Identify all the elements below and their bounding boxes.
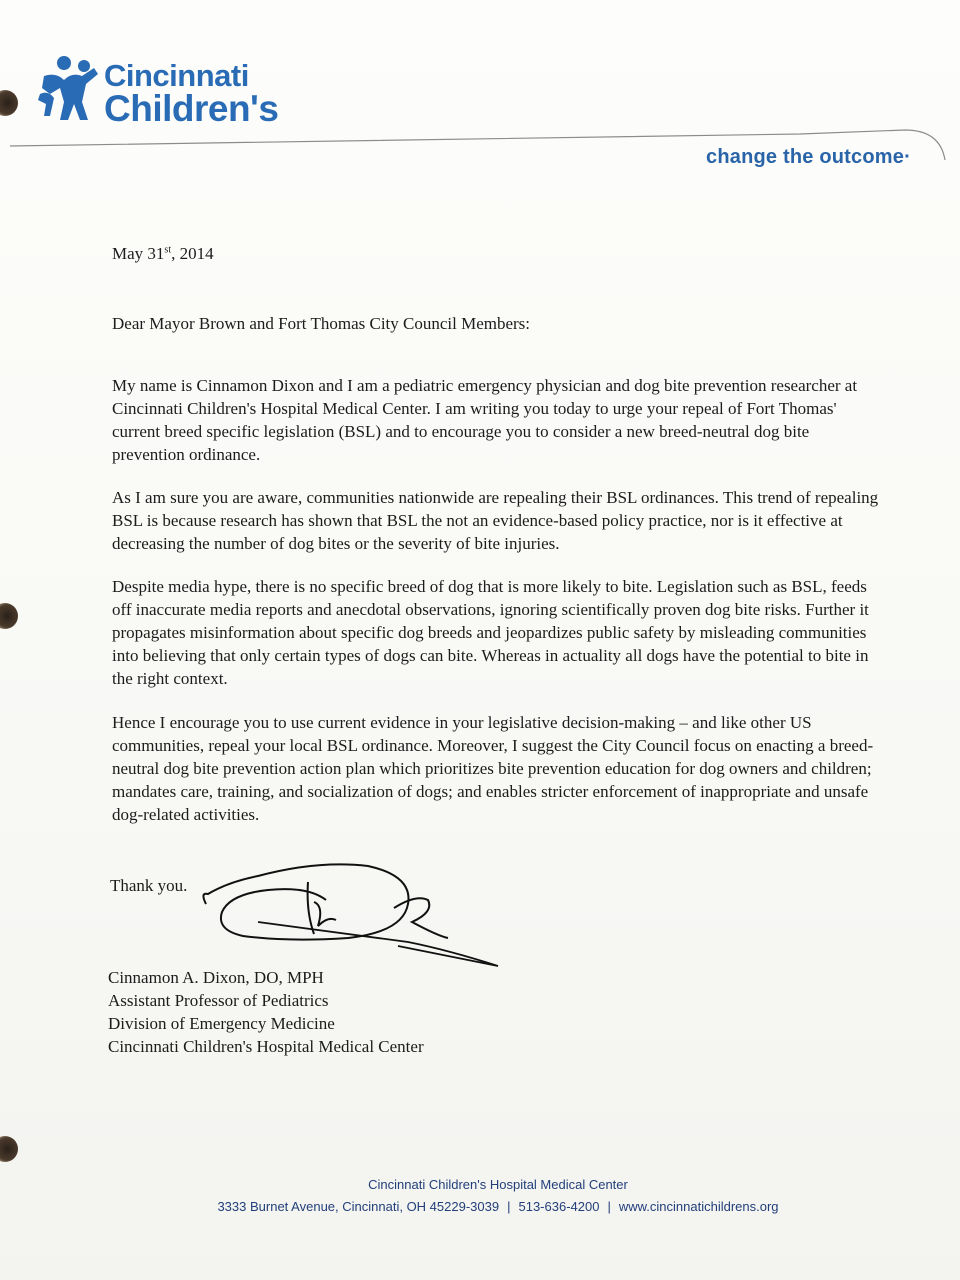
hospital-logo: [36, 54, 296, 130]
date-suffix: st: [164, 244, 172, 256]
logo-line-1: Cincinnati: [104, 58, 249, 93]
footer-address: 3333 Burnet Avenue, Cincinnati, OH 45229-3039: [217, 1199, 500, 1214]
paragraph-3: Despite media hype, there is no specific breed of dog that is more likely to bite. Legislation such as BSL, feeds off inaccurate media reports and anecdotal observations, ignoring scientifically proven dog bite risks. Further it propagates misinformation about specific dog breeds and jeopardizes public safety by misleading communities into believing that only certain types of dogs can bite. Whereas in actuality all dogs have the potential to bite in the right context.: [112, 577, 869, 688]
signature-block: [108, 966, 424, 1058]
binder-hole: [0, 603, 18, 629]
footer-separator: |: [507, 1199, 511, 1214]
paragraph-2: As I am sure you are aware, communities nationwide are repealing their BSL ordinances. This trend of repealing BSL is because research has shown that BSL the not an evidence-based policy practice, nor is it effective at decreasing the number of dog bites or the severity of bite injuries.: [112, 488, 879, 553]
signer-name: Cinnamon A. Dixon, DO, MPH: [108, 968, 324, 987]
footer-phone: 513-636-4200: [518, 1199, 600, 1214]
paragraph-1: My name is Cinnamon Dixon and I am a pediatric emergency physician and dog bite prevention researcher at Cincinnati Children's Hospital Medical Center. I am writing you today to urge your repeal of Fort Thomas' current breed specific legislation (BSL) and to encourage you to consider a new breed-neutral dog bite prevention ordinance.: [112, 376, 858, 464]
signer-division: Division of Emergency Medicine: [108, 1014, 335, 1033]
paragraph-4: Hence I encourage you to use current evidence in your legislative decision-making – and like other US communities, repeal your local BSL ordinance. Moreover, I suggest the City Council focus on enacting a breed-neutral dog bite prevention action plan which prioritizes bite prevention education for dog owners and children; mandates care, training, and socialization of dogs; and enables stricter enforcement of inappropriate and unsafe dog-related activities.: [112, 713, 874, 824]
date-day: May 31: [112, 244, 165, 263]
footer-contact: [18, 1199, 960, 1214]
letter-date: [112, 244, 214, 264]
children-figures-icon: [36, 54, 102, 124]
date-year: , 2014: [171, 244, 214, 263]
footer-website: www.cincinnatichildrens.org: [618, 1199, 779, 1214]
tagline: change the outcome·: [706, 146, 911, 168]
footer-organization: Cincinnati Children's Hospital Medical Center: [368, 1177, 628, 1192]
footer-separator: |: [607, 1199, 611, 1214]
signer-institution: Cincinnati Children's Hospital Medical Center: [108, 1037, 424, 1056]
signer-title: Assistant Professor of Pediatrics: [108, 991, 329, 1010]
salutation: Dear Mayor Brown and Fort Thomas City Council Members:: [112, 314, 531, 333]
handwritten-signature: [198, 842, 508, 982]
closing: Thank you.: [110, 876, 188, 895]
logo-line-2: Children's: [104, 88, 279, 129]
binder-hole: [0, 1136, 18, 1162]
